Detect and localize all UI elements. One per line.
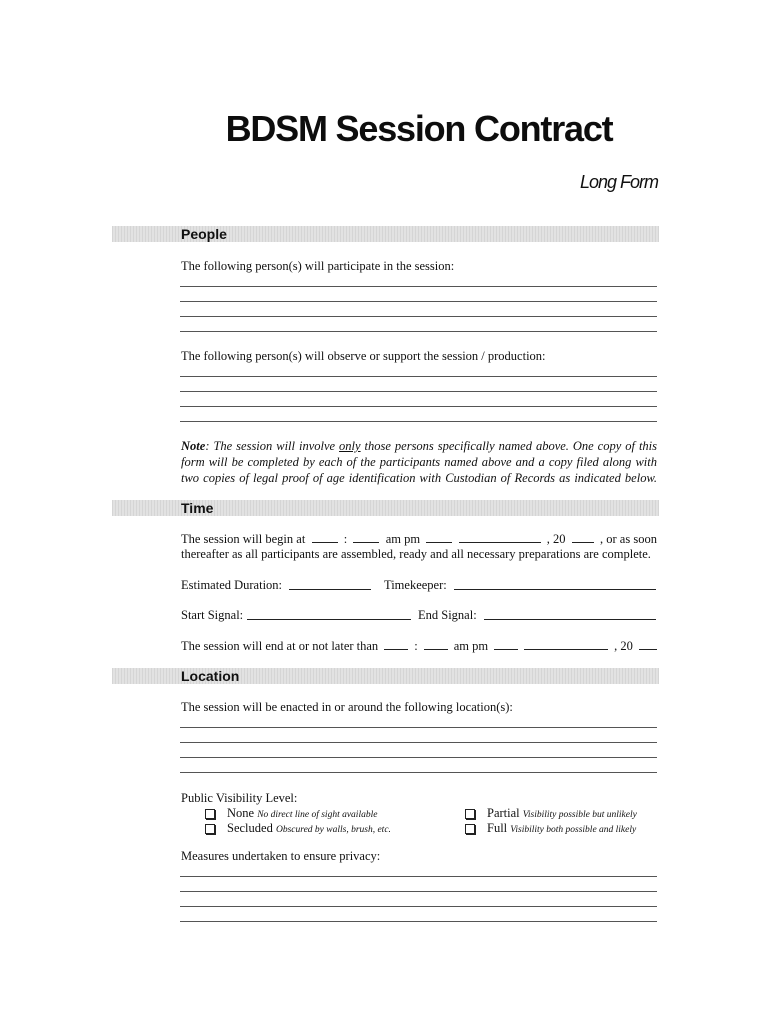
visibility-option-partial[interactable]: Partial Visibility possible but unlikely: [465, 805, 637, 823]
visibility-label: Public Visibility Level:: [181, 791, 298, 805]
locations-label: The session will be enacted in or around the following location(s):: [181, 700, 513, 714]
observer-line-2[interactable]: [180, 391, 657, 392]
timekeeper-label: Timekeeper:: [384, 578, 447, 592]
location-line-1[interactable]: [180, 727, 657, 728]
observer-line-4[interactable]: [180, 421, 657, 422]
duration-label: Estimated Duration:: [181, 578, 283, 592]
visibility-option-secluded[interactable]: Secluded Obscured by walls, brush, etc.: [205, 820, 391, 838]
begin-ampm-field[interactable]: [426, 530, 452, 543]
begin-time-row: The session will begin at : am pm , 20 , or as soon: [181, 532, 657, 546]
document-subtitle: Long Form: [579, 172, 658, 192]
document-title: BDSM Session Contract: [225, 108, 613, 149]
end-time-row: The session will end at or not later than : am pm , 20: [181, 637, 657, 654]
location-line-4[interactable]: [180, 772, 657, 773]
end-date-field[interactable]: [524, 637, 608, 650]
observers-label: The following person(s) will observe or support the session / production:: [181, 349, 546, 363]
checkbox-none[interactable]: [205, 809, 215, 819]
section-heading-people: People: [181, 226, 227, 242]
begin-time-continuation: thereafter as all participants are assembled, ready and all necessary preparations are complete.: [181, 547, 651, 561]
start-signal-label: Start Signal:: [181, 608, 244, 622]
end-ampm-field[interactable]: [494, 637, 518, 650]
timekeeper-field[interactable]: [454, 577, 656, 590]
checkbox-secluded[interactable]: [205, 824, 215, 834]
begin-minute-field[interactable]: [353, 530, 379, 543]
privacy-label: Measures undertaken to ensure privacy:: [181, 849, 381, 863]
start-signal-field[interactable]: [247, 607, 411, 620]
privacy-line-1[interactable]: [180, 876, 657, 877]
note-label: Note: [181, 439, 206, 453]
end-year-field[interactable]: [639, 637, 657, 650]
participant-line-1[interactable]: [180, 286, 657, 287]
privacy-line-3[interactable]: [180, 906, 657, 907]
location-line-2[interactable]: [180, 742, 657, 743]
section-heading-time: Time: [181, 500, 214, 516]
end-signal-label: End Signal:: [418, 608, 477, 622]
note-emphasis: only: [339, 439, 361, 453]
checkbox-partial[interactable]: [465, 809, 475, 819]
visibility-option-none[interactable]: None No direct line of sight available: [205, 805, 377, 823]
participant-line-3[interactable]: [180, 316, 657, 317]
checkbox-full[interactable]: [465, 824, 475, 834]
participants-label: The following person(s) will participate in the session:: [181, 259, 455, 273]
privacy-line-2[interactable]: [180, 891, 657, 892]
begin-date-field[interactable]: [459, 530, 541, 543]
participant-line-4[interactable]: [180, 331, 657, 332]
observer-line-3[interactable]: [180, 406, 657, 407]
participant-line-2[interactable]: [180, 301, 657, 302]
end-minute-field[interactable]: [424, 637, 448, 650]
visibility-option-full[interactable]: Full Visibility both possible and likely: [465, 820, 636, 838]
observer-line-1[interactable]: [180, 376, 657, 377]
end-signal-field[interactable]: [484, 607, 656, 620]
section-heading-location: Location: [181, 668, 240, 684]
begin-year-field[interactable]: [572, 530, 594, 543]
begin-hour-field[interactable]: [312, 530, 338, 543]
privacy-line-4[interactable]: [180, 921, 657, 922]
location-line-3[interactable]: [180, 757, 657, 758]
note-paragraph: Note: The session will involve only those persons specifically named above. One copy of this form will be completed by each of the participants named above and a copy filed along with two copies of legal proof of age identification with Custodian of Records as indicated below.: [181, 439, 658, 485]
end-hour-field[interactable]: [384, 637, 408, 650]
duration-field[interactable]: [289, 577, 371, 590]
